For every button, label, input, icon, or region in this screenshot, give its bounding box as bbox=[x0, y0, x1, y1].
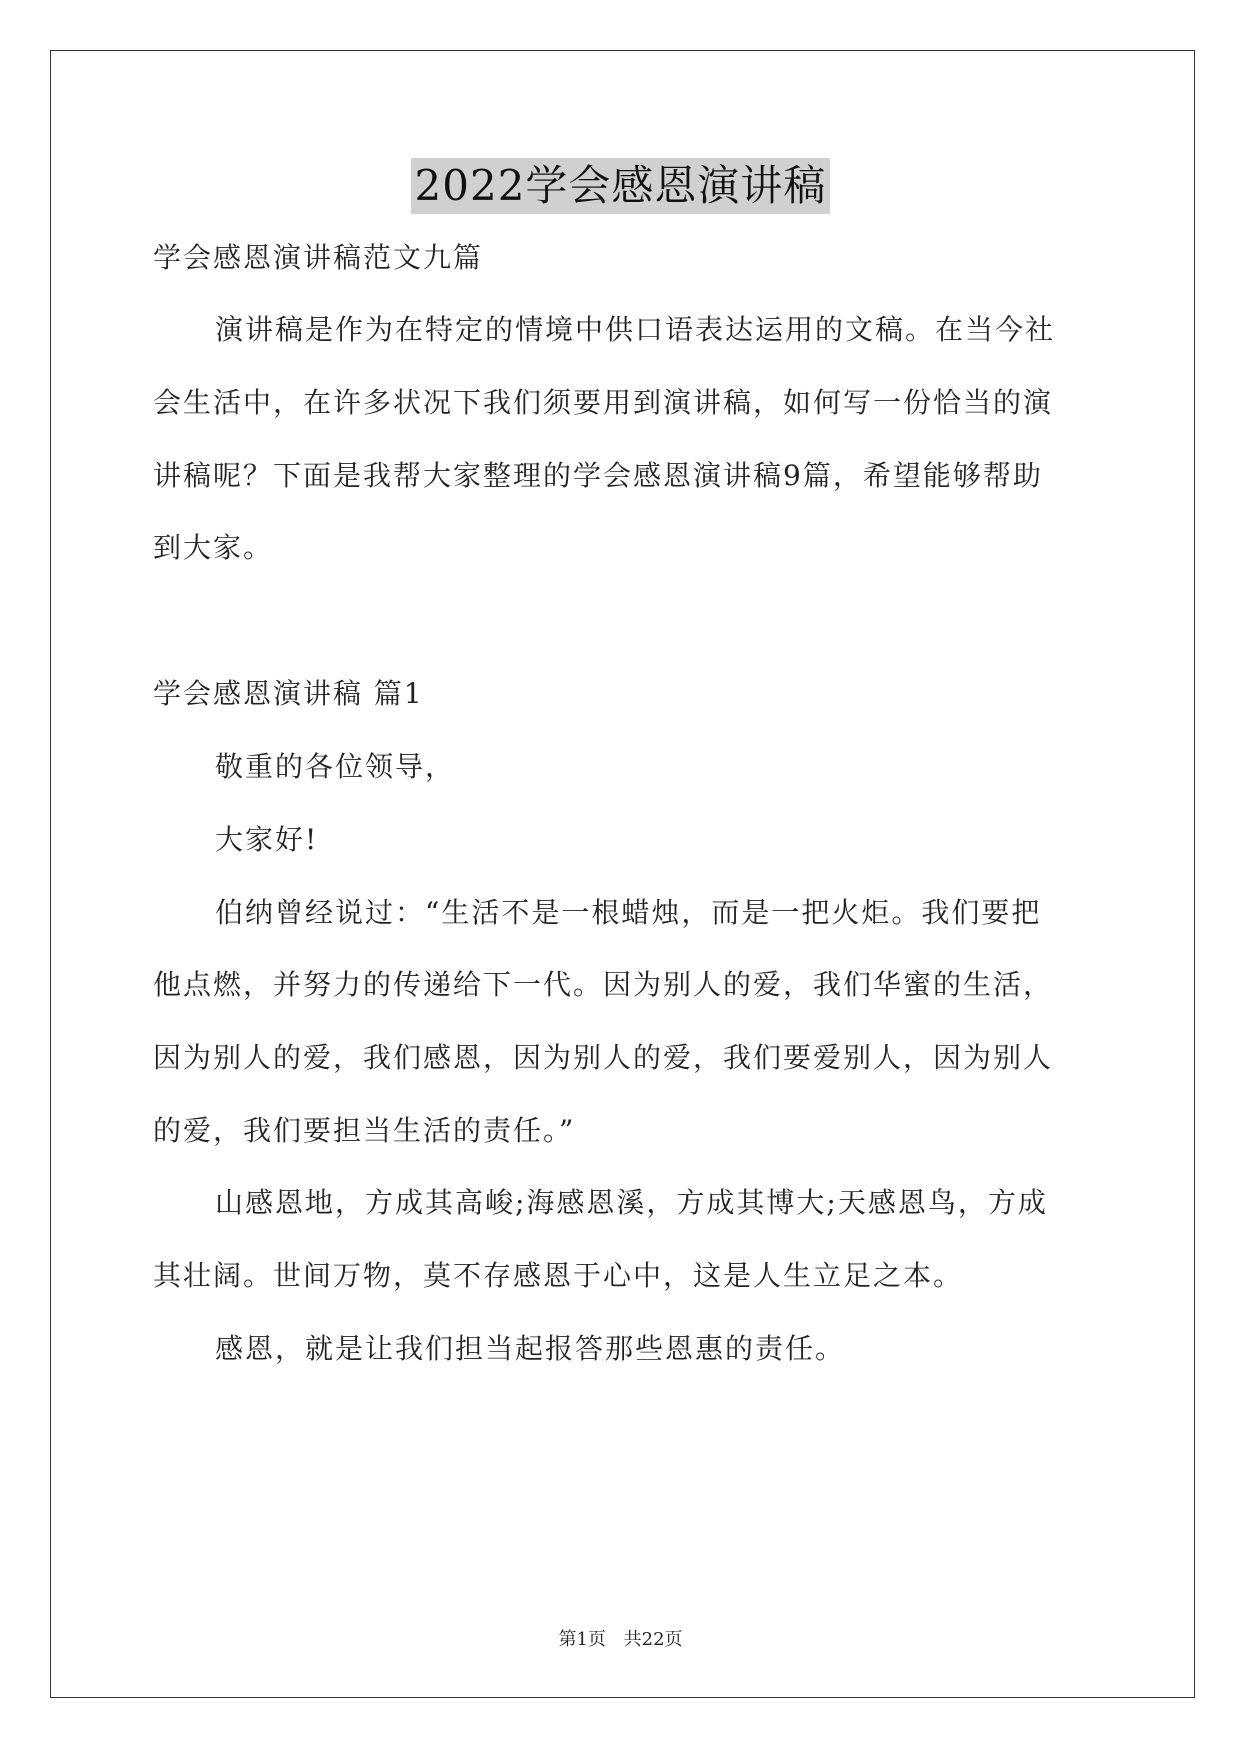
intro-line: 讲稿呢？下面是我帮大家整理的学会感恩演讲稿9篇，希望能够帮助 bbox=[153, 459, 1043, 492]
paragraph-line: 他点燃，并努力的传递给下一代。因为别人的爱，我们华蜜的生活， bbox=[153, 968, 1054, 1001]
page-footer bbox=[0, 1625, 1241, 1651]
intro-line: 到大家。 bbox=[153, 531, 274, 564]
paragraph-line: 的爱，我们要担当生活的责任。” bbox=[153, 1114, 576, 1147]
section-heading: 学会感恩演讲稿 篇1 bbox=[153, 677, 424, 710]
paragraph-line: 感恩，就是让我们担当起报答那些恩惠的责任。 bbox=[215, 1332, 846, 1365]
page-total: 共22页 bbox=[623, 1629, 683, 1650]
paragraph-line: 因为别人的爱，我们感恩，因为别人的爱，我们要爱别人，因为别人 bbox=[153, 1041, 1054, 1074]
intro-line: 演讲稿是作为在特定的情境中供口语表达运用的文稿。在当今社 bbox=[215, 313, 1056, 346]
intro-line: 会生活中，在许多状况下我们须要用到演讲稿，如何写一份恰当的演 bbox=[153, 386, 1054, 419]
page-number: 第1页 bbox=[558, 1629, 606, 1650]
subtitle: 学会感恩演讲稿范文九篇 bbox=[153, 241, 484, 274]
greeting-line: 敬重的各位领导， bbox=[215, 750, 456, 783]
page-border bbox=[50, 50, 1195, 1698]
title-container bbox=[0, 158, 1241, 214]
paragraph-line: 其壮阔。世间万物，莫不存感恩于心中，这是人生立足之本。 bbox=[153, 1259, 964, 1292]
paragraph-line: 伯纳曾经说过：“生活不是一根蜡烛，而是一把火炬。我们要把 bbox=[215, 896, 1042, 929]
paragraph-line: 山感恩地，方成其高峻;海感恩溪，方成其博大;天感恩鸟，方成 bbox=[215, 1186, 1048, 1219]
hello-line: 大家好! bbox=[215, 823, 319, 856]
document-title: 2022学会感恩演讲稿 bbox=[411, 158, 831, 214]
